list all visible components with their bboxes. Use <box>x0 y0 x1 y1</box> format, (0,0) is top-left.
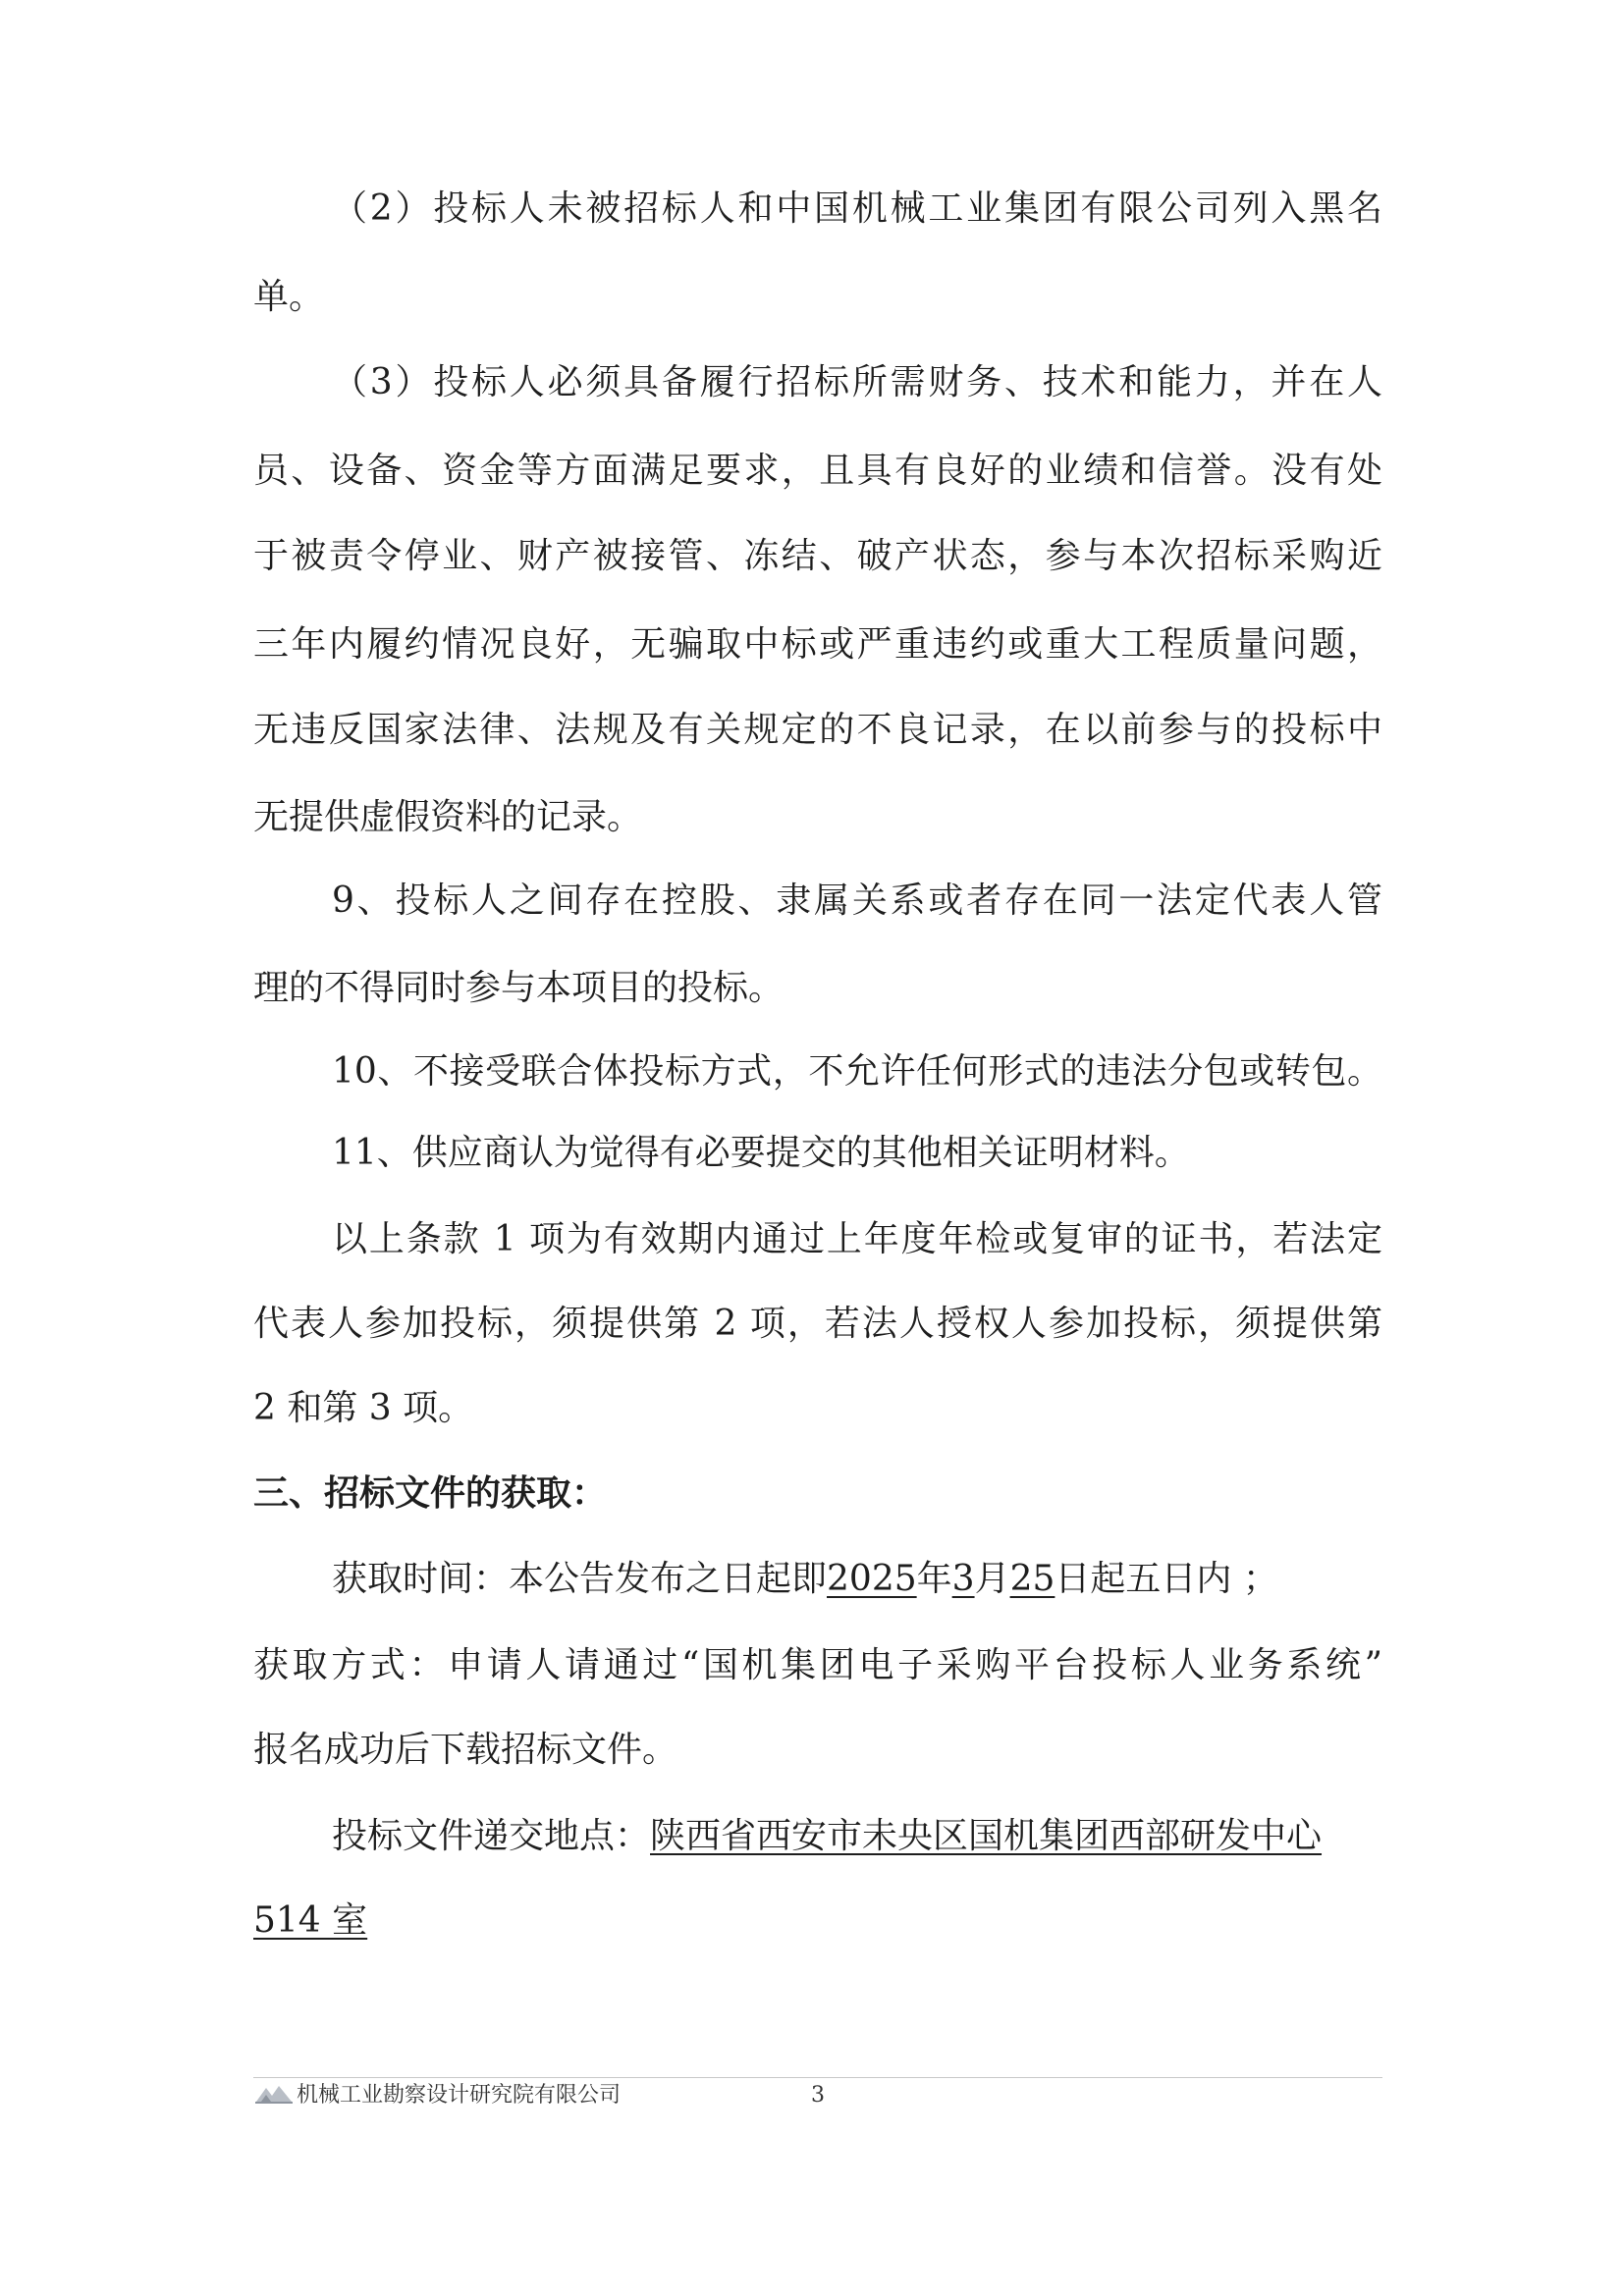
acquisition-time-line <box>332 1555 1382 1604</box>
item-9-line-2: 理的不得同时参与本项目的投标。 <box>253 968 784 1008</box>
acquisition-day: 25 <box>1009 1559 1055 1599</box>
section-3-heading: 三、招标文件的获取： <box>253 1472 608 1514</box>
item-3-line-3: 于被责令停业、财产被接管、冻结、破产状态，参与本次招标采购近 <box>253 536 1382 576</box>
acquisition-time-suffix: 日起五日内 ； <box>1055 1559 1278 1599</box>
item-2-line-1: （2）投标人未被招标人和中国机械工业集团有限公司列入黑名 <box>332 188 1382 229</box>
acquisition-month: 3 <box>951 1559 975 1599</box>
item-3-line-4: 三年内履约情况良好，无骗取中标或严重违约或重大工程质量问题， <box>253 624 1382 665</box>
item-11-text: 11、供应商认为觉得有必要提交的其他相关证明材料。 <box>332 1133 1190 1173</box>
footer-divider <box>253 2077 1382 2078</box>
acquisition-time-label: 获取时间：本公告发布之日起即 <box>332 1559 828 1599</box>
item-3-line-5: 无违反国家法律、法规及有关规定的不良记录，在以前参与的投标中 <box>253 710 1382 750</box>
item-3-line-1: （3）投标人必须具备履行招标所需财务、技术和能力，并在人 <box>332 362 1382 402</box>
submission-line-1 <box>332 1812 1382 1861</box>
item-9-line-1: 9、投标人之间存在控股、隶属关系或者存在同一法定代表人管 <box>332 881 1382 921</box>
acquisition-month-unit: 月 <box>974 1559 1010 1599</box>
note-line-2: 代表人参加投标，须提供第 2 项，若法人授权人参加投标，须提供第 <box>253 1304 1382 1344</box>
submission-label: 投标文件递交地点： <box>332 1816 651 1856</box>
note-line-3: 2 和第 3 项。 <box>253 1388 474 1428</box>
acquisition-year-unit: 年 <box>916 1559 952 1599</box>
item-3-line-6: 无提供虚假资料的记录。 <box>253 797 643 837</box>
item-3-line-2: 员、设备、资金等方面满足要求，且具有良好的业绩和信誉。没有处 <box>253 451 1382 491</box>
company-logo-icon <box>255 2083 293 2105</box>
footer-page-number: 3 <box>811 2083 825 2108</box>
submission-address-line-2: 514 室 <box>253 1900 368 1941</box>
acquisition-method-line-2: 报名成功后下载招标文件。 <box>253 1730 678 1770</box>
footer-company-name: 机械工业勘察设计研究院有限公司 <box>297 2083 622 2108</box>
item-10-text: 10、不接受联合体投标方式，不允许任何形式的违法分包或转包。 <box>332 1051 1382 1092</box>
note-line-1: 以上条款 1 项为有效期内通过上年度年检或复审的证书，若法定 <box>332 1219 1382 1259</box>
acquisition-year: 2025 <box>827 1559 917 1599</box>
item-2-line-2: 单。 <box>253 277 325 317</box>
submission-address-line-1: 陕西省西安市未央区国机集团西部研发中心 <box>650 1816 1323 1856</box>
acquisition-method-line-1: 获取方式：申请人请通过“国机集团电子采购平台投标人业务系统” <box>253 1645 1382 1685</box>
submission-line-2 <box>253 1896 1382 1946</box>
